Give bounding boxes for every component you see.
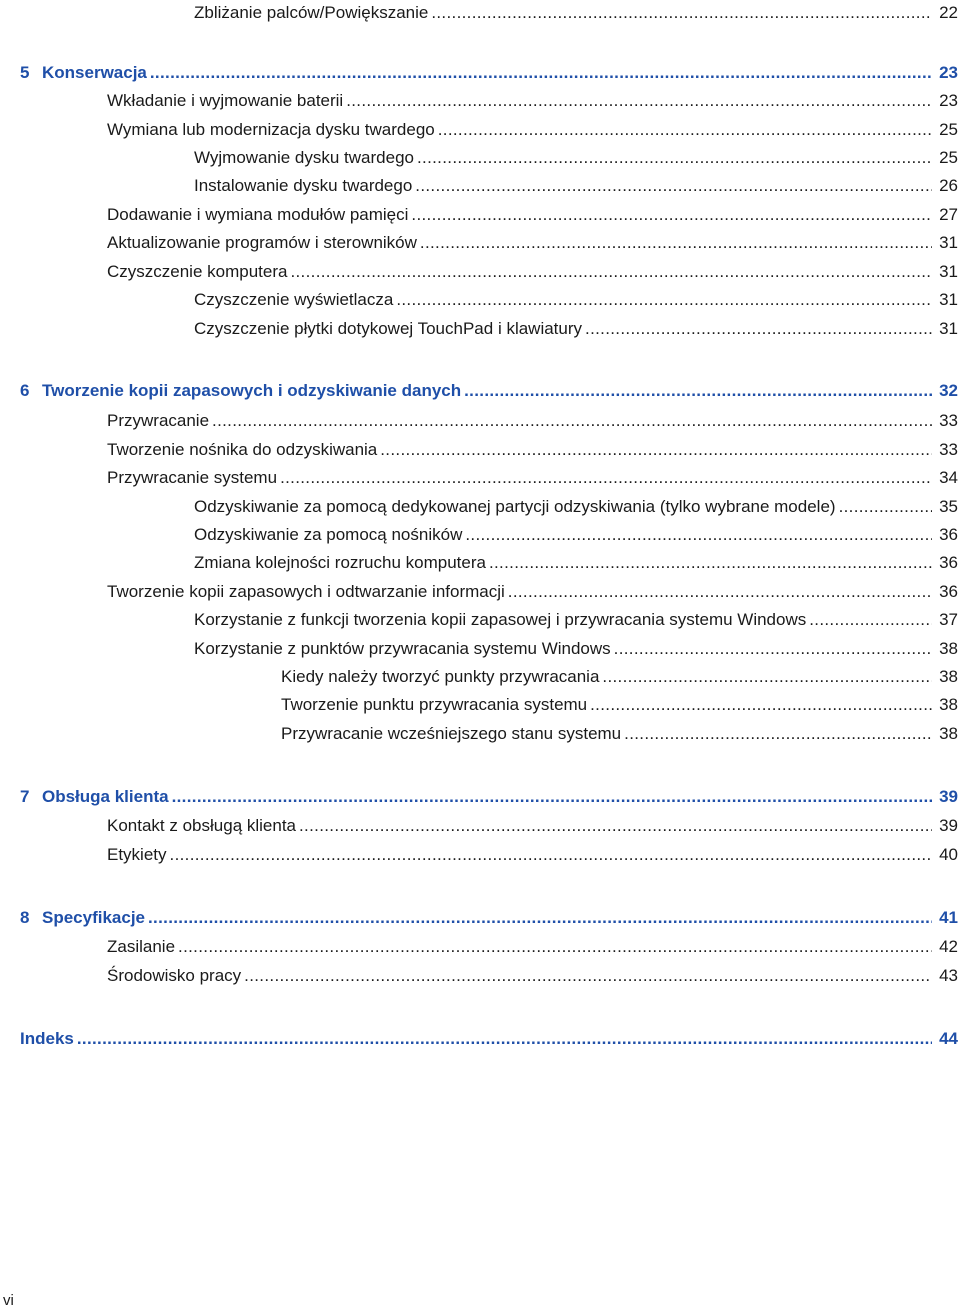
toc-dot-leader <box>420 230 932 256</box>
toc-entry[interactable] <box>0 173 958 199</box>
toc-page-number: 39 <box>939 816 958 835</box>
toc-entry-title: Przywracanie wcześniejszego stanu systemu <box>281 724 622 743</box>
toc-dot-leader <box>280 465 932 491</box>
toc-dot-leader <box>396 287 932 313</box>
toc-page-number: 43 <box>939 966 958 985</box>
toc-page-number: 39 <box>939 787 958 806</box>
toc-page-number: 36 <box>939 525 958 544</box>
toc-entry[interactable] <box>0 117 958 143</box>
toc-page-number: 31 <box>939 262 958 281</box>
toc-page-number: 38 <box>939 667 958 686</box>
toc-entry[interactable] <box>0 636 958 662</box>
toc-page-number: 40 <box>939 845 958 864</box>
toc-dot-leader <box>465 522 932 548</box>
toc-entry[interactable] <box>0 934 958 960</box>
toc-dot-leader <box>489 550 932 576</box>
toc-dot-leader <box>602 664 932 690</box>
toc-chapter-number: 6 <box>20 381 30 400</box>
toc-page-number: 38 <box>939 724 958 743</box>
toc-page-number: 25 <box>939 120 958 139</box>
toc-entry-title: Odzyskiwanie za pomocą dedykowanej partycji odzyskiwania (tylko wybrane modele) <box>194 497 836 516</box>
toc-entry[interactable] <box>0 522 958 548</box>
toc-dot-leader <box>77 1026 932 1052</box>
toc-entry[interactable] <box>0 465 958 491</box>
toc-page-number: 27 <box>939 205 958 224</box>
toc-entry-title: Korzystanie z punktów przywracania systemu Windows <box>194 639 611 658</box>
toc-page-number: 23 <box>939 91 958 110</box>
toc-page-number: 25 <box>939 148 958 167</box>
toc-entry-title: Aktualizowanie programów i sterowników <box>107 233 417 252</box>
toc-entry[interactable] <box>0 259 958 285</box>
toc-page-number: 36 <box>939 553 958 572</box>
toc-entry-title: Tworzenie nośnika do odzyskiwania <box>107 440 378 459</box>
toc-page-number: 44 <box>939 1029 958 1048</box>
toc-entry-title: Instalowanie dysku twardego <box>194 176 413 195</box>
toc-dot-leader <box>585 316 932 342</box>
toc-entry-title: Tworzenie punktu przywracania systemu <box>281 695 588 714</box>
toc-dot-leader <box>148 905 932 931</box>
toc-chapter-number: 8 <box>20 908 30 927</box>
toc-entry[interactable] <box>0 607 958 633</box>
toc-entry[interactable] <box>0 145 958 171</box>
toc-entry-title: Odzyskiwanie za pomocą nośników <box>194 525 463 544</box>
toc-entry-title: Kiedy należy tworzyć punkty przywracania <box>281 667 600 686</box>
toc-entry[interactable] <box>0 316 958 342</box>
toc-entry-title: Tworzenie kopii zapasowych i odtwarzanie informacji <box>107 582 505 601</box>
toc-entry[interactable] <box>0 408 958 434</box>
toc-dot-leader <box>346 88 932 114</box>
toc-page-number: 42 <box>939 937 958 956</box>
toc-dot-leader <box>411 202 932 228</box>
toc-dot-leader <box>590 692 932 718</box>
toc-chapter-entry[interactable] <box>0 905 958 931</box>
toc-dot-leader <box>150 60 932 86</box>
toc-entry-title: Wkładanie i wyjmowanie baterii <box>107 91 344 110</box>
toc-dot-leader <box>508 579 932 605</box>
toc-dot-leader <box>431 0 932 26</box>
toc-entry[interactable] <box>0 88 958 114</box>
page-number: vi <box>3 1292 14 1309</box>
toc-entry-title: Tworzenie kopii zapasowych i odzyskiwanie danych <box>42 381 462 400</box>
toc-chapter-entry[interactable] <box>0 784 958 810</box>
toc-dot-leader <box>380 437 932 463</box>
toc-entry[interactable] <box>0 0 958 26</box>
toc-dot-leader <box>244 963 932 989</box>
toc-page-number: 33 <box>939 411 958 430</box>
toc-page-number: 41 <box>939 908 958 927</box>
toc-page-number: 31 <box>939 290 958 309</box>
toc-entry[interactable] <box>0 842 958 868</box>
toc-page-number: 38 <box>939 639 958 658</box>
toc-page-number: 26 <box>939 176 958 195</box>
toc-page-number: 34 <box>939 468 958 487</box>
toc-page-number: 22 <box>939 3 958 22</box>
toc-entry-title: Środowisko pracy <box>107 966 242 985</box>
toc-entry-title: Zasilanie <box>107 937 176 956</box>
toc-entry[interactable] <box>0 494 958 520</box>
toc-entry-title: Czyszczenie komputera <box>107 262 288 281</box>
toc-entry[interactable] <box>0 287 958 313</box>
toc-entry[interactable] <box>0 202 958 228</box>
toc-page-number: 37 <box>939 610 958 629</box>
toc-page-number: 31 <box>939 233 958 252</box>
toc-dot-leader <box>178 934 932 960</box>
toc-dot-leader <box>614 636 932 662</box>
toc-entry-title: Przywracanie <box>107 411 210 430</box>
toc-entry[interactable] <box>0 963 958 989</box>
toc-dot-leader <box>464 378 932 404</box>
toc-entry[interactable] <box>0 692 958 718</box>
toc-chapter-number: 5 <box>20 63 30 82</box>
toc-dot-leader <box>299 813 932 839</box>
toc-entry-title: Wyjmowanie dysku twardego <box>194 148 414 167</box>
toc-entry-title: Przywracanie systemu <box>107 468 278 487</box>
toc-entry-title: Konserwacja <box>42 63 147 82</box>
toc-page-number: 33 <box>939 440 958 459</box>
toc-page-number: 32 <box>939 381 958 400</box>
toc-entry-title: Obsługa klienta <box>42 787 169 806</box>
toc-chapter-entry[interactable] <box>0 378 958 404</box>
toc-dot-leader <box>438 117 932 143</box>
toc-entry[interactable] <box>0 664 958 690</box>
toc-chapter-number: 7 <box>20 787 30 806</box>
toc-entry-title: Etykiety <box>107 845 167 864</box>
toc-page-number: 35 <box>939 497 958 516</box>
toc-entry-title: Czyszczenie płytki dotykowej TouchPad i klawiatury <box>194 319 583 338</box>
toc-dot-leader <box>170 842 932 868</box>
toc-dot-leader <box>290 259 932 285</box>
toc-entry[interactable] <box>0 721 958 747</box>
toc-page-number: 36 <box>939 582 958 601</box>
toc-entry-title: Specyfikacje <box>42 908 146 927</box>
toc-dot-leader <box>839 494 932 520</box>
toc-entry[interactable] <box>0 437 958 463</box>
toc-chapter-entry[interactable] <box>0 60 958 86</box>
toc-dot-leader <box>415 173 932 199</box>
toc-dot-leader <box>212 408 932 434</box>
toc-entry[interactable] <box>0 230 958 256</box>
toc-entry-title: Wymiana lub modernizacja dysku twardego <box>107 120 435 139</box>
toc-entry[interactable] <box>0 813 958 839</box>
toc-entry[interactable] <box>0 579 958 605</box>
toc-chapter-entry[interactable] <box>0 1026 958 1052</box>
toc-entry-title: Zbliżanie palców/Powiększanie <box>194 3 429 22</box>
toc-dot-leader <box>417 145 932 171</box>
toc-dot-leader <box>172 784 932 810</box>
toc-entry[interactable] <box>0 550 958 576</box>
toc-entry-title: Czyszczenie wyświetlacza <box>194 290 394 309</box>
toc-entry-title: Kontakt z obsługą klienta <box>107 816 297 835</box>
toc-page-number: 31 <box>939 319 958 338</box>
toc-entry-title: Zmiana kolejności rozruchu komputera <box>194 553 486 572</box>
toc-entry-title: Dodawanie i wymiana modułów pamięci <box>107 205 409 224</box>
toc-dot-leader <box>624 721 932 747</box>
toc-page-number: 23 <box>939 63 958 82</box>
toc-page-number: 38 <box>939 695 958 714</box>
toc-entry-title: Korzystanie z funkcji tworzenia kopii zapasowej i przywracania systemu Windows <box>194 610 807 629</box>
toc-entry-title: Indeks <box>20 1029 74 1048</box>
toc-dot-leader <box>809 607 932 633</box>
